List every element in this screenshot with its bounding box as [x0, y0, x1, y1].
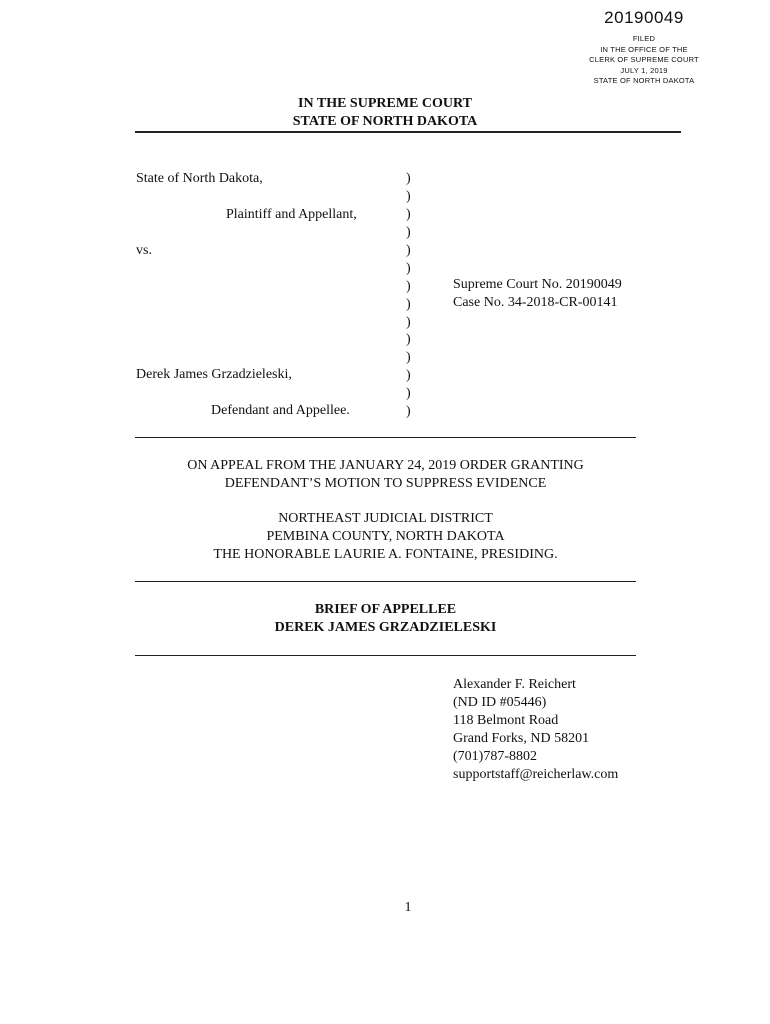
district-block: [135, 510, 636, 564]
paren-mark: ): [406, 368, 411, 384]
plaintiff-role: Plaintiff and Appellant,: [226, 207, 357, 222]
brief-title: [135, 601, 636, 637]
paren-mark: ): [406, 296, 411, 312]
appeal-line1: ON APPEAL FROM THE JANUARY 24, 2019 ORDER GRANTING: [187, 458, 584, 473]
attorney-email: supportstaff@reicherlaw.com: [453, 767, 619, 782]
paren-mark: ): [406, 171, 411, 186]
stamp-state: STATE OF NORTH DAKOTA: [593, 76, 695, 85]
brief-title-line1: BRIEF OF APPELLEE: [314, 602, 457, 617]
caption-rule: [135, 437, 636, 438]
attorney-block: [453, 676, 618, 784]
paren-mark: ): [406, 206, 411, 222]
district-line3: THE HONORABLE LAURIE A. FONTAINE, PRESIDING.: [213, 547, 558, 562]
appeal-line2: DEFENDANT’S MOTION TO SUPPRESS EVIDENCE: [224, 476, 547, 491]
court-heading: [0, 95, 770, 131]
district-line2: PEMBINA COUNTY, NORTH DAKOTA: [266, 529, 505, 544]
supreme-court-number: Supreme Court No. 20190049: [453, 277, 622, 292]
paren-mark: ): [406, 404, 411, 420]
attorney-street: 118 Belmont Road: [453, 713, 559, 728]
attorney-phone: (701)787-8802: [453, 749, 537, 764]
stamp-date: JULY 1, 2019: [620, 65, 668, 75]
page-number: 1: [404, 900, 412, 915]
appeal-statement: [135, 457, 636, 493]
versus-label: vs.: [136, 243, 152, 258]
brief-rule: [135, 655, 636, 656]
paren-mark: ): [406, 278, 411, 294]
paren-mark: ): [406, 242, 411, 258]
defendant-role: Defendant and Appellee.: [211, 403, 350, 418]
heading-rule: [135, 131, 681, 133]
stamp-clerk: CLERK OF SUPREME COURT: [589, 55, 699, 64]
stamp-filed: FILED: [632, 34, 656, 43]
case-caption: [136, 170, 656, 422]
paren-mark: ): [406, 386, 411, 402]
filing-number: 20190049: [604, 8, 684, 27]
caption-parentheses: [406, 170, 418, 421]
attorney-name: Alexander F. Reichert: [453, 677, 576, 692]
court-heading-line2: STATE OF NORTH DAKOTA: [292, 114, 478, 129]
paren-mark: ): [406, 314, 411, 330]
plaintiff-name: State of North Dakota,: [136, 171, 263, 186]
case-number: Case No. 34-2018-CR-00141: [453, 295, 618, 310]
filing-stamp: [574, 8, 714, 87]
paren-mark: ): [406, 260, 411, 276]
paren-mark: ): [406, 188, 411, 204]
appeal-rule: [135, 581, 636, 582]
paren-mark: ): [406, 224, 411, 240]
paren-mark: ): [406, 332, 411, 348]
brief-title-line2: DEREK JAMES GRZADZIELESKI: [274, 620, 497, 635]
attorney-nd-id: (ND ID #05446): [453, 695, 547, 710]
stamp-office: IN THE OFFICE OF THE: [600, 44, 688, 54]
paren-mark: ): [406, 350, 411, 366]
defendant-name: Derek James Grzadzieleski,: [136, 367, 292, 382]
district-line1: NORTHEAST JUDICIAL DISTRICT: [278, 511, 493, 526]
attorney-city: Grand Forks, ND 58201: [453, 731, 590, 746]
court-heading-line1: IN THE SUPREME COURT: [298, 96, 472, 111]
